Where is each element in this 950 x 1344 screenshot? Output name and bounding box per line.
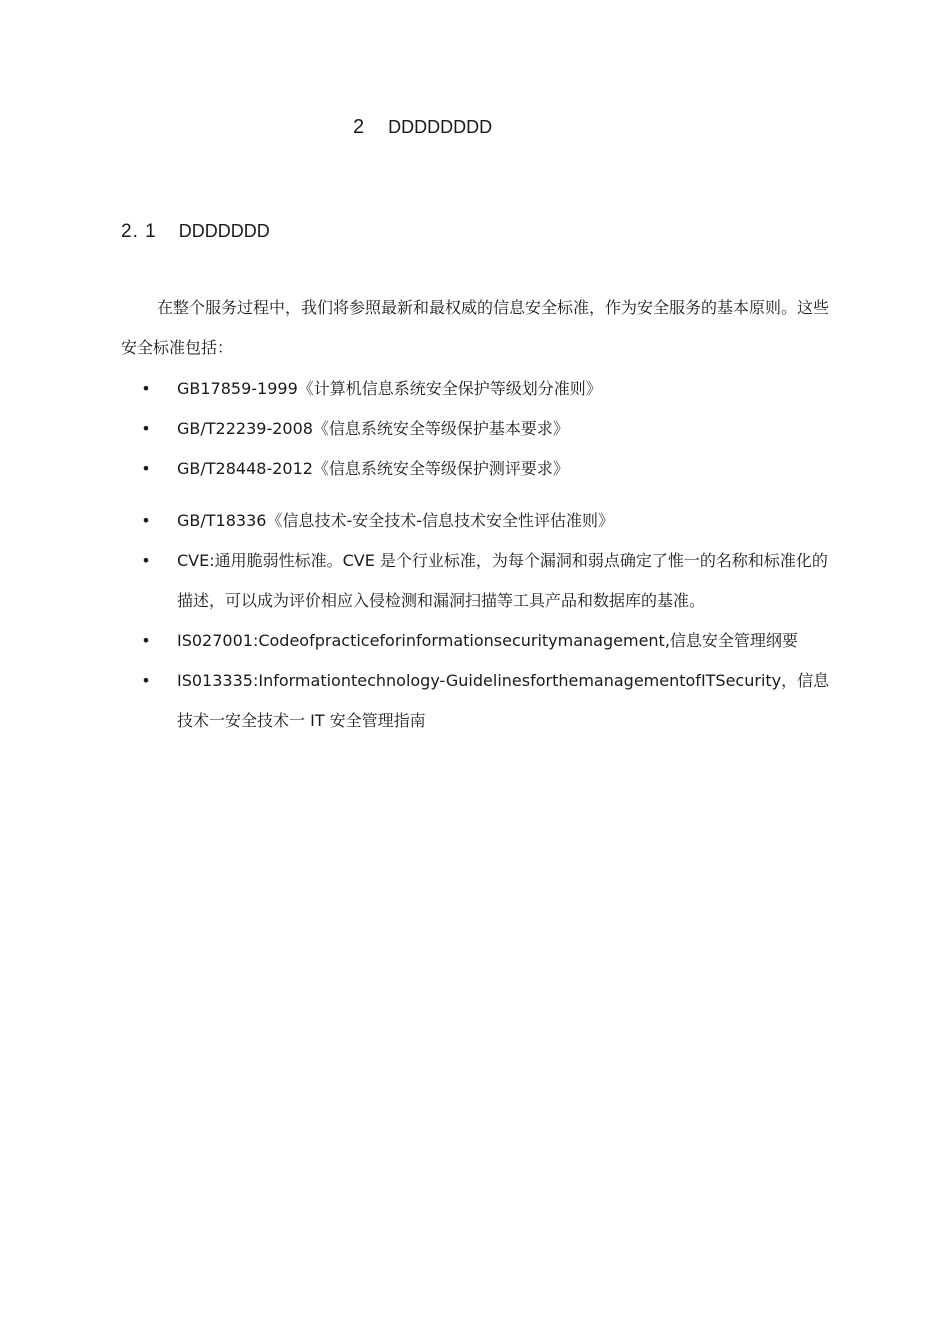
section-title: DDDDDDD xyxy=(178,221,270,241)
list-item-text: GB/T28448-2012《信息系统安全等级保护测评要求》 xyxy=(177,459,569,478)
chapter-heading xyxy=(353,113,492,141)
bullet-icon: • xyxy=(141,419,151,438)
intro-paragraph: 在整个服务过程中，我们将参照最新和最权威的信息安全标准，作为安全服务的基本原则。这些安全标准包括： xyxy=(121,298,830,357)
bullet-icon: • xyxy=(141,459,151,478)
standards-list xyxy=(121,369,833,741)
list-item xyxy=(121,369,833,409)
list-item xyxy=(121,409,833,449)
list-item xyxy=(121,541,833,621)
list-item xyxy=(121,449,833,489)
list-item-text: GB/T22239-2008《信息系统安全等级保护基本要求》 xyxy=(177,419,569,438)
section-heading xyxy=(121,217,270,246)
bullet-icon: • xyxy=(141,379,151,398)
section-number: 2. 1 xyxy=(121,221,157,242)
list-item-text: IS027001:Codeofpracticeforinformationsecuritymanagement,信息安全管理纲要 xyxy=(177,631,798,650)
bullet-icon: • xyxy=(141,551,151,570)
list-item-text: CVE:通用脆弱性标准。CVE 是个行业标准，为每个漏洞和弱点确定了惟一的名称和标准化的描述，可以成为评价相应入侵检测和漏洞扫描等工具产品和数据库的基准。 xyxy=(177,551,828,610)
list-item xyxy=(121,661,833,741)
chapter-title: DDDDDDDD xyxy=(388,117,493,137)
chapter-number: 2 xyxy=(353,116,365,138)
list-item-text: IS013335:Informationtechnology-GuidelinesforthemanagementofITSecurity，信息技术一安全技术一 IT 安全管理指南 xyxy=(177,671,830,730)
list-item xyxy=(121,621,833,661)
bullet-icon: • xyxy=(141,631,151,650)
bullet-icon: • xyxy=(141,671,151,690)
bullet-icon: • xyxy=(141,511,151,530)
list-item-text: GB17859-1999《计算机信息系统安全保护等级划分准则》 xyxy=(177,379,602,398)
list-item-text: GB/T18336《信息技术-安全技术-信息技术安全性评估准则》 xyxy=(177,511,614,530)
list-item xyxy=(121,501,833,541)
